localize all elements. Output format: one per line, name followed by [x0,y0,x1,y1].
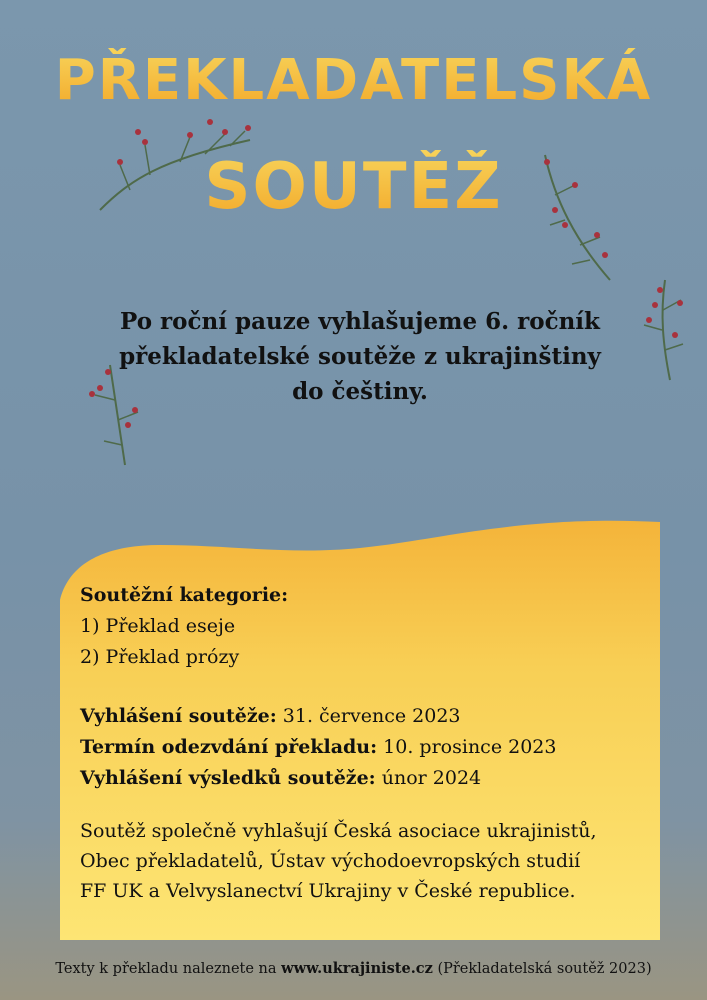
date-value: únor 2024 [381,767,482,789]
date-value: 10. prosince 2023 [383,736,557,758]
title-line-2: SOUTĚŽ [0,150,707,224]
category-item: 1) Překlad eseje [80,615,236,637]
categories-heading: Soutěžní kategorie: [80,584,289,606]
date-row [80,701,597,732]
footer-suffix: (Překladatelská soutěž 2023) [437,961,652,977]
partners-line: Soutěž společně vyhlašují Česká asociace ukrajinistů, [80,820,597,842]
partners-text [80,816,597,906]
partners-line: Obec překladatelů, Ústav východoevropských studií [80,850,581,872]
intro-text [60,304,660,409]
partners-line: FF UK a Velvyslanectví Ukrajiny v České republice. [80,880,576,902]
intro-line: Po roční pauze vyhlašujeme 6. ročník [120,308,600,335]
date-label: Vyhlášení soutěže: [80,705,277,727]
footer-link[interactable]: www.ukrajiniste.cz [281,960,433,977]
date-label: Termín odezvdání překladu: [80,736,378,758]
intro-line: do češtiny. [292,378,428,405]
title-line-1: PŘEKLADATELSKÁ [0,48,707,113]
date-label: Vyhlášení výsledků soutěže: [80,767,376,789]
footer-prefix: Texty k překladu naleznete na [55,961,277,977]
intro-line: překladatelské soutěže z ukrajinštiny [119,343,601,370]
category-item: 2) Překlad prózy [80,646,240,668]
date-row [80,763,597,794]
date-value: 31. července 2023 [282,705,461,727]
footer [0,960,707,977]
date-row [80,732,597,763]
info-block [80,580,597,906]
